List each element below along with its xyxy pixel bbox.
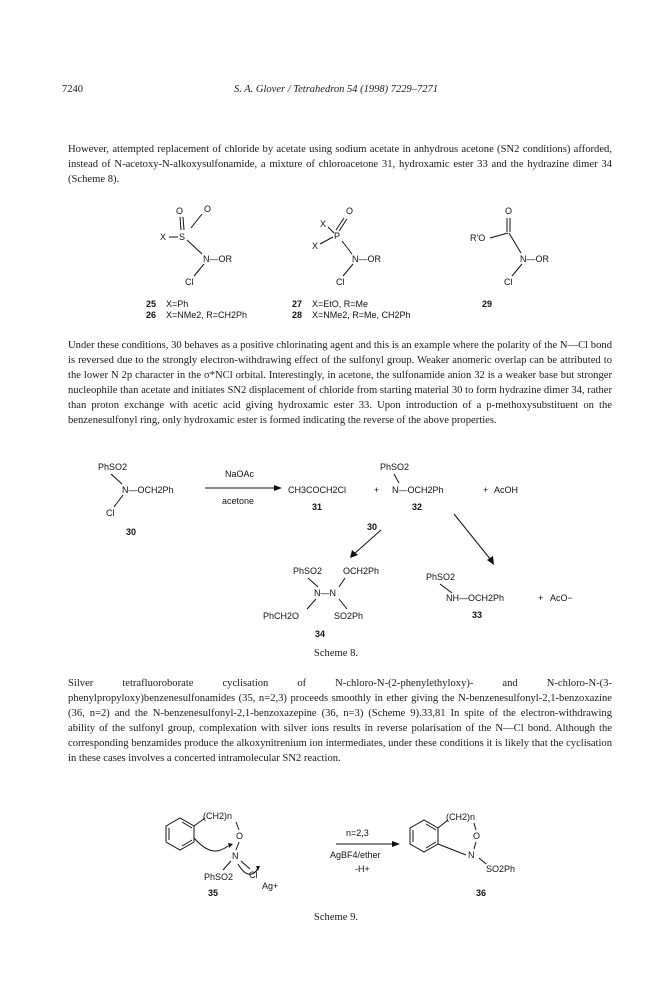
svg-text:O: O <box>204 204 212 214</box>
svg-text:X=EtO, R=Me: X=EtO, R=Me <box>312 299 369 309</box>
svg-text:28: 28 <box>292 310 303 320</box>
svg-text:Cl: Cl <box>185 277 194 287</box>
svg-text:+: + <box>483 485 489 495</box>
svg-text:25: 25 <box>146 299 157 309</box>
svg-text:34: 34 <box>315 629 326 639</box>
paragraph-3: Silver tetrafluoroborate cyclisation of N-chloro-N-(2-phenylethyloxy)- and N-chloro-N-(3-phenylpropyloxy)benzenesulfonamides (35, n=2,3) proceeds smoothly in ether giving the N-benzenesulfonyl-2,1-benzoxazine (36, n=2) and the N-benzenesulfonyl-2,1-benzoxazepine (36, n=3) (Scheme 9).33,81 In spite of the electron-withdrawing ability of the sulfonyl group, complexation with silver ions results in reverse polarisation of the N—Cl bond. Although the corresponding benzamides produce the alkoxynitrenium ion intermediates, under these conditions it is likely that the cyclisation in these cases involves a concerted intramolecular SN2 reaction. <box>68 678 612 764</box>
svg-text:-H+: -H+ <box>355 864 370 874</box>
svg-text:R'O: R'O <box>470 233 486 243</box>
svg-text:N—OCH2Ph: N—OCH2Ph <box>122 485 174 495</box>
svg-text:N—N: N—N <box>314 588 336 598</box>
svg-text:O: O <box>346 206 354 216</box>
svg-text:Cl: Cl <box>336 277 345 287</box>
svg-text:35: 35 <box>208 888 219 898</box>
scheme-8-caption: Scheme 8. <box>313 648 359 659</box>
svg-text:NaOAc: NaOAc <box>225 469 255 479</box>
svg-text:PhSO2: PhSO2 <box>204 872 234 882</box>
svg-text:(CH2)n: (CH2)n <box>446 812 476 822</box>
svg-text:N—OR: N—OR <box>203 254 232 264</box>
paragraph-2: Under these conditions, 30 behaves as a positive chlorinating agent and this is an example where the polarity of the N—Cl bond is reversed due to the strongly electron-withdrawing effect of the sulfonyl group. Weaker anomeric overlap can be attributed to the lower N 2p character in the σ*NCl orbital. Interestingly, in acetone, the sulfonamide anion 32 is a weaker base but stronger nucleophile than acetate and initiates SN2 displacement of chloride from starting material 30 to form hydrazine dimer 34, rather than proton exchange with acetic acid giving hydroxamic ester 33. Upon introduction of a p-methoxysubstituent on the benzenesulfonyl ring, only hydroxamic ester is formed indicating the reverse of the above properties. <box>68 340 612 426</box>
svg-text:O: O <box>176 206 184 216</box>
svg-text:SO2Ph: SO2Ph <box>334 611 364 621</box>
structure-35 <box>166 811 278 898</box>
svg-text:32: 32 <box>412 502 423 512</box>
svg-text:AgBF4/ether: AgBF4/ether <box>330 850 381 860</box>
svg-text:Ag+: Ag+ <box>262 881 279 891</box>
svg-text:acetone: acetone <box>222 496 255 506</box>
svg-text:O: O <box>505 206 513 216</box>
svg-text:SO2Ph: SO2Ph <box>486 864 516 874</box>
svg-text:PhSO2: PhSO2 <box>380 462 410 472</box>
svg-text:PhCH2O: PhCH2O <box>263 611 300 621</box>
svg-text:+: + <box>538 593 544 603</box>
svg-text:33: 33 <box>472 610 483 620</box>
svg-text:31: 31 <box>312 502 323 512</box>
svg-text:X=NMe2, R=Me, CH2Ph: X=NMe2, R=Me, CH2Ph <box>312 310 411 320</box>
svg-text:Cl: Cl <box>504 277 513 287</box>
svg-text:36: 36 <box>476 888 487 898</box>
svg-text:X: X <box>312 241 319 251</box>
svg-text:PhSO2: PhSO2 <box>426 572 456 582</box>
svg-text:26: 26 <box>146 310 157 320</box>
svg-text:O: O <box>236 831 244 841</box>
svg-text:AcOH: AcOH <box>494 485 519 495</box>
svg-text:Cl: Cl <box>249 870 258 880</box>
svg-text:P: P <box>334 231 341 241</box>
svg-text:X=NMe2, R=CH2Ph: X=NMe2, R=CH2Ph <box>166 310 248 320</box>
running-title: S. A. Glover / Tetrahedron 54 (1998) 7229–7271 <box>233 84 439 95</box>
svg-text:NH—OCH2Ph: NH—OCH2Ph <box>446 593 505 603</box>
svg-text:30: 30 <box>367 522 378 532</box>
svg-text:30: 30 <box>126 527 137 537</box>
svg-text:N: N <box>232 851 239 861</box>
page-number: 7240 <box>62 84 83 95</box>
svg-text:PhSO2: PhSO2 <box>293 566 323 576</box>
paragraph-1: However, attempted replacement of chloride by acetate using sodium acetate in anhydrous acetone (SN2 conditions) afforded, instead of N-acetoxy-N-alkoxysulfonamide, a mixture of chloroacetone 31, hydroxamic ester 33 and the hydrazine dimer 34 (Scheme 8). <box>68 144 612 185</box>
svg-text:N: N <box>468 850 475 860</box>
svg-text:N—OR: N—OR <box>520 254 549 264</box>
svg-text:n=2,3: n=2,3 <box>346 828 369 838</box>
svg-text:X: X <box>160 232 167 242</box>
svg-text:PhSO2: PhSO2 <box>98 462 128 472</box>
scheme-9-caption: Scheme 9. <box>313 912 359 923</box>
svg-text:29: 29 <box>482 299 493 309</box>
structure-36 <box>410 812 515 898</box>
svg-text:Cl: Cl <box>106 508 115 518</box>
svg-text:(CH2)n: (CH2)n <box>203 811 233 821</box>
svg-text:X=Ph: X=Ph <box>166 299 189 309</box>
svg-text:+: + <box>374 485 380 495</box>
svg-text:27: 27 <box>292 299 303 309</box>
svg-text:O: O <box>473 831 481 841</box>
svg-text:X: X <box>320 219 327 229</box>
svg-text:AcO−: AcO− <box>550 593 573 603</box>
svg-text:S: S <box>179 232 186 242</box>
svg-text:N—OR: N—OR <box>352 254 381 264</box>
svg-text:OCH2Ph: OCH2Ph <box>343 566 380 576</box>
svg-text:CH3COCH2Cl: CH3COCH2Cl <box>288 485 347 495</box>
svg-text:N—OCH2Ph: N—OCH2Ph <box>392 485 444 495</box>
